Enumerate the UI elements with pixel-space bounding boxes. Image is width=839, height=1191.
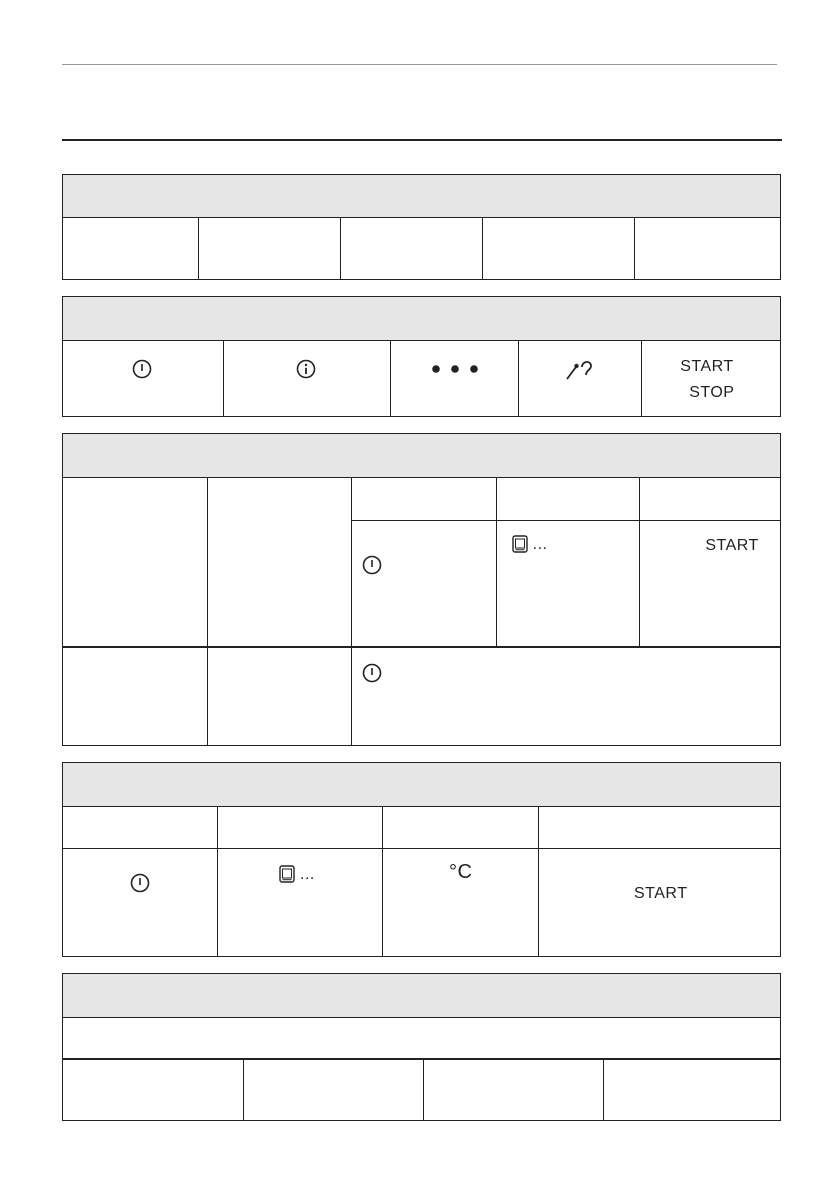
food-probe-icon (564, 358, 594, 382)
table-1-cell (634, 218, 780, 279)
ellipsis-text: ... (532, 536, 548, 553)
table-4-cell (538, 807, 780, 848)
table-4-row-body (63, 849, 780, 956)
power-icon (130, 873, 150, 893)
ellipsis-text: ... (300, 866, 315, 883)
table-2-cell-more (390, 341, 519, 416)
table-5-cell (603, 1060, 780, 1120)
table-3-cell (63, 648, 207, 745)
celsius-icon: °C (449, 861, 473, 883)
table-3-subcell (496, 478, 640, 520)
table-5 (62, 973, 781, 1121)
oven-function-icon (512, 535, 528, 553)
page-top-rule (62, 64, 777, 65)
oven-function-icon (279, 865, 295, 883)
start-label: START (705, 537, 759, 554)
table-5-cell (243, 1060, 423, 1120)
table-1-cell (198, 218, 340, 279)
table-4-cell-start (538, 849, 780, 956)
table-4-cell (382, 807, 538, 848)
table-4-cell (63, 807, 217, 848)
more-options-icon (431, 363, 481, 375)
table-2 (62, 296, 781, 417)
table-1-cell (482, 218, 634, 279)
table-3-subrow-body (352, 521, 780, 646)
table-3-cell-power (351, 648, 780, 745)
stop-label: STOP (689, 384, 735, 401)
table-2-cell-power (63, 341, 223, 416)
table-3-subcell-function (496, 521, 640, 646)
power-icon (132, 359, 152, 379)
table-4-cell-function (217, 849, 382, 956)
table-3-header (63, 434, 780, 478)
table-4-row-head (63, 807, 780, 849)
table-5-row-full (63, 1018, 780, 1060)
start-label: START (634, 885, 688, 902)
table-3-subcell-start (639, 521, 780, 646)
table-1-cell (340, 218, 482, 279)
table-1-cell (63, 218, 198, 279)
table-4-header (63, 763, 780, 807)
table-2-cell-info (223, 341, 390, 416)
power-icon (362, 555, 382, 575)
power-icon (362, 663, 382, 683)
table-3-row-2 (63, 648, 780, 745)
table-5-cell (63, 1018, 780, 1058)
table-3-row-1 (63, 478, 780, 648)
table-5-header (63, 974, 780, 1018)
table-3-subrow-head (352, 478, 780, 521)
table-5-cell (423, 1060, 603, 1120)
table-2-row (63, 341, 780, 416)
table-3-subcell-power (352, 521, 496, 646)
start-label: START (680, 358, 734, 375)
table-1 (62, 174, 781, 280)
table-2-cell-probe (518, 341, 641, 416)
info-icon (296, 359, 316, 379)
table-1-row (63, 218, 780, 279)
table-3-subcell (352, 478, 496, 520)
table-3-subgrid (351, 478, 780, 646)
table-4-cell (217, 807, 382, 848)
table-5-cell (63, 1060, 243, 1120)
table-3-cell (207, 478, 351, 646)
table-3-cell (207, 648, 351, 745)
table-5-row (63, 1060, 780, 1120)
table-3 (62, 433, 781, 746)
table-3-cell (63, 478, 207, 646)
table-2-cell-start-stop (641, 341, 780, 416)
table-3-subcell (639, 478, 780, 520)
table-1-header (63, 175, 780, 218)
table-4-cell-temperature (382, 849, 538, 956)
table-2-header (63, 297, 780, 341)
table-4-cell-power (63, 849, 217, 956)
section-rule (62, 139, 782, 141)
table-4 (62, 762, 781, 957)
